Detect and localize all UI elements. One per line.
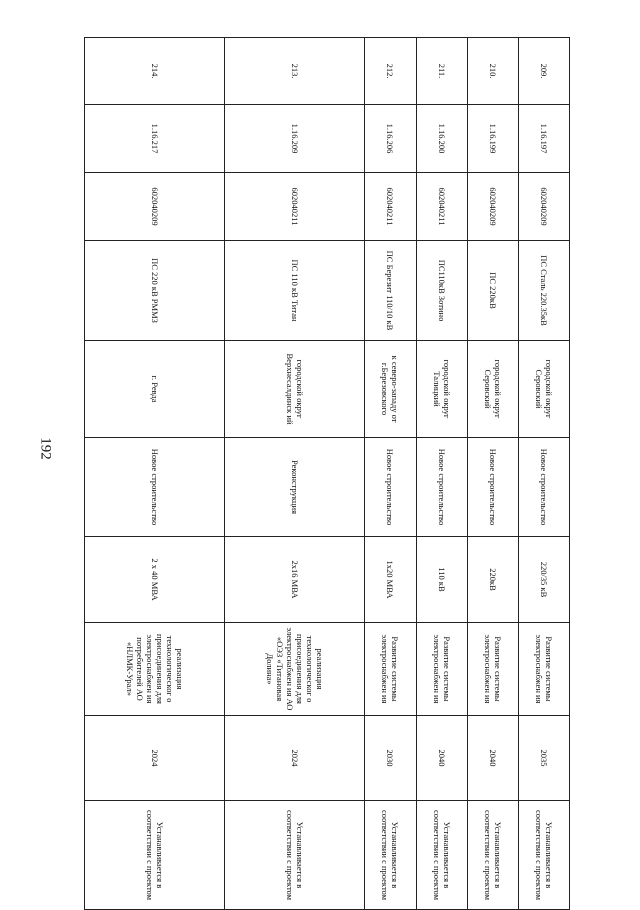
object-name: ПС 220 кВ РММЗ [85, 241, 225, 341]
work-type: Реконструкция [225, 438, 365, 537]
purpose: Развитие системы электроснабжен ия [518, 623, 569, 716]
zone-note: Устанавливается в соответствии с проектом [365, 801, 416, 910]
capacity: 2 х 40 МВА [85, 537, 225, 623]
object-name: ПС Сталь 220.35кВ [518, 241, 569, 341]
object-name: ПС Березит 110/10 кВ [365, 241, 416, 341]
purpose: Развитие системы электроснабжен ия [467, 623, 518, 716]
table-row [416, 38, 467, 910]
table-row [467, 38, 518, 910]
completion-year: 2030 [365, 716, 416, 801]
object-location: городской округ Серовский [467, 341, 518, 438]
row-number: 212. [365, 38, 416, 105]
purpose: реализация технологическог о присоединения для электроснабжен ия АО «ОЭЗ «Титановая Долина» [225, 623, 365, 716]
object-location: городской округ Верхнесалдинск ий [225, 341, 365, 438]
object-name: ПС 220кВ [467, 241, 518, 341]
row-number: 210. [467, 38, 518, 105]
zone-note: Устанавливается в соответствии с проектом [467, 801, 518, 910]
purpose: Развитие системы электроснабжен ия [416, 623, 467, 716]
completion-year: 2040 [467, 716, 518, 801]
completion-year: 2040 [416, 716, 467, 801]
zone-note: Устанавливается в соответствии с проектом [85, 801, 225, 910]
work-type: Новое строительство [416, 438, 467, 537]
classifier-code: 602040211 [225, 173, 365, 241]
capacity: 2х16 МВА [225, 537, 365, 623]
work-type: Новое строительство [518, 438, 569, 537]
completion-year: 2024 [225, 716, 365, 801]
table-row [518, 38, 569, 910]
classifier-code: 602040209 [85, 173, 225, 241]
zone-note: Устанавливается в соответствии с проектом [225, 801, 365, 910]
capacity: 220/35 кВ [518, 537, 569, 623]
classifier-code: 602040209 [518, 173, 569, 241]
completion-year: 2024 [85, 716, 225, 801]
rotated-table [84, 37, 570, 901]
capacity: 220кВ [467, 537, 518, 623]
completion-year: 2035 [518, 716, 569, 801]
facilities-table [84, 37, 570, 910]
zone-note: Устанавливается в соответствии с проектом [416, 801, 467, 910]
row-number: 213. [225, 38, 365, 105]
purpose: реализация технологическог о присоединения для электроснабжен ия потребителей АО «НЛМК-Урал» [85, 623, 225, 716]
object-location: городской округ Талицкий [416, 341, 467, 438]
object-code: 1.16.200 [416, 105, 467, 173]
work-type: Новое строительство [467, 438, 518, 537]
zone-note: Устанавливается в соответствии с проектом [518, 801, 569, 910]
object-code: 1.16.197 [518, 105, 569, 173]
table-row [85, 38, 225, 910]
capacity: 110 кВ [416, 537, 467, 623]
page-number: 192 [37, 437, 54, 460]
object-code: 1.16.209 [225, 105, 365, 173]
object-name: ПС 110 кВ Титан [225, 241, 365, 341]
classifier-code: 602040209 [467, 173, 518, 241]
capacity: 1х20 МВА [365, 537, 416, 623]
object-code: 1.16.217 [85, 105, 225, 173]
row-number: 209. [518, 38, 569, 105]
row-number: 211. [416, 38, 467, 105]
object-name: ПС110кВ Зотино [416, 241, 467, 341]
work-type: Новое строительство [365, 438, 416, 537]
table-container [84, 37, 570, 901]
object-location: г. Ревда [85, 341, 225, 438]
row-number: 214. [85, 38, 225, 105]
table-row [365, 38, 416, 910]
object-code: 1.16.199 [467, 105, 518, 173]
object-location: к северо-западу от г.Березовского [365, 341, 416, 438]
purpose: Развитие системы электроснабжен ия [365, 623, 416, 716]
object-location: городской округ Серовский [518, 341, 569, 438]
work-type: Новое строительство [85, 438, 225, 537]
table-row [225, 38, 365, 910]
object-code: 1.16.206 [365, 105, 416, 173]
classifier-code: 602040211 [365, 173, 416, 241]
classifier-code: 602040211 [416, 173, 467, 241]
